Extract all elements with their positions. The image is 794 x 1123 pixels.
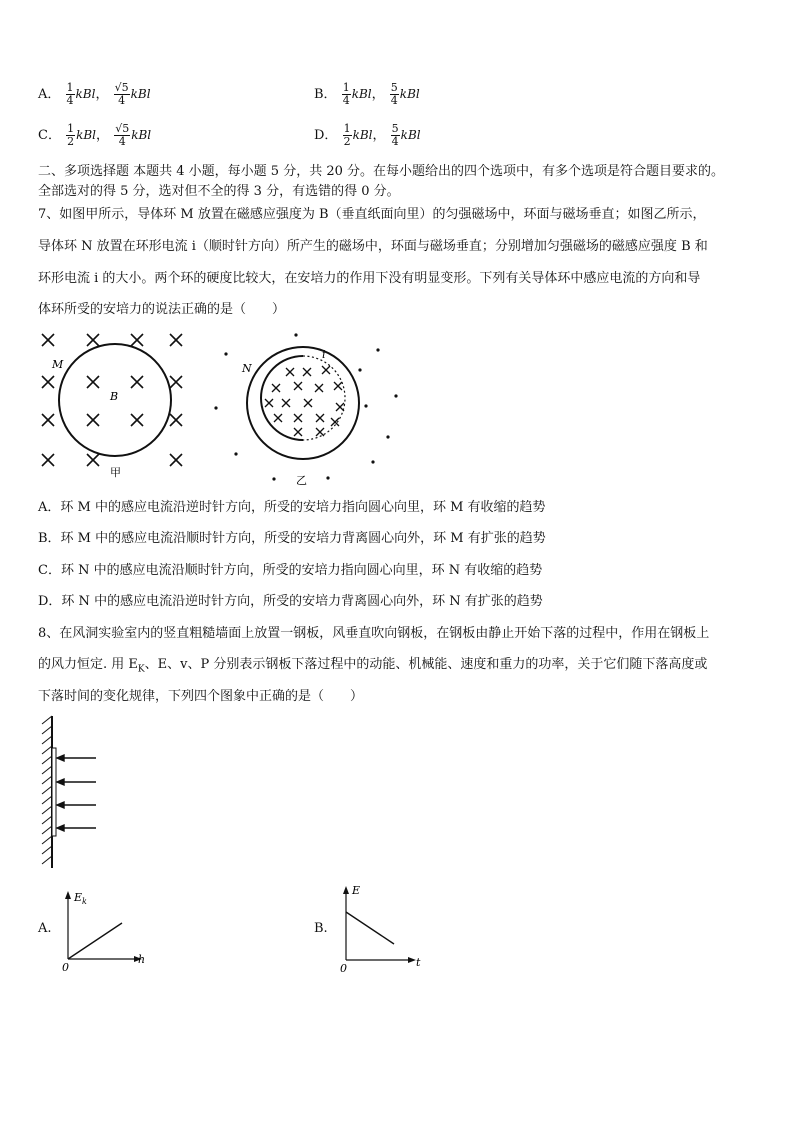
wall-hatching — [42, 716, 52, 864]
x-mark — [42, 334, 54, 346]
steel-plate — [52, 748, 56, 836]
q8-stem-line1: 8、在风洞实验室内的竖直粗糙墙面上放置一钢板，风垂直吹向钢板，在钢板由静止开始下落的过程中，作用在钢板上 — [38, 626, 710, 641]
caption-jia: 甲 — [110, 466, 121, 479]
x-mark — [42, 376, 54, 388]
svg-text:0: 0 — [340, 962, 347, 975]
x-mark — [42, 414, 54, 426]
svg-text:h: h — [138, 953, 146, 966]
q8-option-b-label[interactable]: B. — [314, 921, 328, 936]
fraction: $\frac{1}{4}$ — [66, 81, 74, 107]
current-loop — [261, 356, 303, 440]
graph-a-line — [68, 923, 122, 959]
option-letter: C． — [38, 128, 61, 143]
graph-b-line — [346, 912, 394, 944]
x-mark — [170, 376, 182, 388]
q8-graph-a[interactable] — [58, 885, 158, 975]
q8-graph-b[interactable] — [338, 880, 438, 975]
x-mark — [42, 454, 54, 466]
q8-stem-line2: 的风力恒定. 用 $E_K$、E、v、P 分别表示钢板下落过程中的动能、机械能、速度和重力的功率，关于它们随下落高度或 — [38, 657, 708, 675]
x-mark — [131, 334, 143, 346]
q7-option-c[interactable]: C．环 N 中的感应电流沿顺时针方向，所受的安培力指向圆心向里，环 N 有收缩的趋势 — [38, 563, 543, 578]
wall-wind-figure — [38, 714, 102, 874]
fraction: $\frac{5}{4}$ — [391, 122, 399, 148]
q7-stem-line2: 导体环 N 放置在环形电流 i（顺时针方向）所产生的磁场中，环面与磁场垂直；分别增加匀强磁场的磁感应强度 B 和 — [38, 239, 708, 254]
x-mark — [131, 414, 143, 426]
x-mark — [87, 376, 99, 388]
label-b: B — [110, 390, 119, 403]
fraction: $\frac{1}{2}$ — [343, 122, 351, 148]
wind-arrows — [57, 755, 96, 831]
figure-jia — [38, 330, 198, 480]
x-mark — [87, 334, 99, 346]
caption-yi: 乙 — [296, 474, 307, 487]
fraction: $\frac{1}{4}$ — [342, 81, 350, 107]
option-letter: A． — [38, 87, 61, 102]
q7-option-b[interactable]: B．环 M 中的感应电流沿顺时针方向，所受的安培力背离圆心向外，环 M 有扩张的趋势 — [38, 531, 546, 546]
svg-text:E: E — [352, 884, 361, 897]
x-mark — [170, 454, 182, 466]
figure-yi — [210, 330, 410, 490]
q6-option-d[interactable]: D． $\frac{1}{2}$ kBl， $\frac{5}{4}$ kBl — [314, 122, 421, 148]
x-mark — [87, 454, 99, 466]
inner-crosses — [265, 366, 344, 436]
fraction: $\frac{5}{4}$ — [390, 81, 398, 107]
x-mark — [87, 414, 99, 426]
q6-option-b[interactable]: B． $\frac{1}{4}$ kBl， $\frac{5}{4}$ kBl — [314, 81, 420, 107]
q6-option-a[interactable]: A． $\frac{1}{4}$ kBl， $\frac{√5}{4}$ kBl — [38, 81, 151, 107]
x-mark — [170, 334, 182, 346]
label-i: i — [322, 348, 326, 361]
x-mark — [170, 414, 182, 426]
fraction: $\frac{√5}{4}$ — [115, 122, 130, 148]
fraction: $\frac{1}{2}$ — [67, 122, 75, 148]
q7-stem-line4: 体环所受的安培力的说法正确的是（ ） — [38, 302, 286, 317]
section2-line1: 二、多项选择题 本题共 4 小题，每小题 5 分，共 20 分。在每小题给出的四个选项中，有多个选项是符合题目要求的。 — [38, 164, 725, 179]
q6-option-c[interactable]: C． $\frac{1}{2}$ kBl， $\frac{√5}{4}$ kBl — [38, 122, 152, 148]
svg-text:t: t — [416, 956, 421, 969]
q7-stem-line3: 环形电流 i 的大小。两个环的硬度比较大，在安培力的作用下没有明显变形。下列有关导体环中感应电流的方向和导 — [38, 271, 701, 286]
svg-text:Ek: $E_k$ — [74, 891, 87, 906]
q7-stem-line1: 7、如图甲所示，导体环 M 放置在磁感应强度为 B（垂直纸面向里）的匀强磁场中，环面与磁场垂直；如图乙所示， — [38, 207, 706, 222]
fraction: $\frac{√5}{4}$ — [114, 81, 129, 107]
section2-line2: 全部选对的得 5 分，选对但不全的得 3 分，有选错的得 0 分。 — [38, 184, 400, 199]
ring-n — [247, 347, 359, 459]
q8-option-a-label[interactable]: A. — [38, 921, 52, 936]
q7-option-a[interactable]: A．环 M 中的感应电流沿逆时针方向，所受的安培力指向圆心向里，环 M 有收缩的趋势 — [38, 500, 546, 515]
svg-text:0: 0 — [62, 961, 69, 974]
q7-option-d[interactable]: D．环 N 中的感应电流沿逆时针方向，所受的安培力背离圆心向外，环 N 有扩张的趋势 — [38, 594, 543, 609]
x-mark — [131, 376, 143, 388]
option-letter: D． — [314, 128, 338, 143]
label-m: M — [52, 358, 64, 371]
option-letter: B． — [314, 87, 337, 102]
label-n: N — [242, 362, 252, 375]
q8-stem-line3: 下落时间的变化规律，下列四个图象中正确的是（ ） — [38, 689, 364, 704]
